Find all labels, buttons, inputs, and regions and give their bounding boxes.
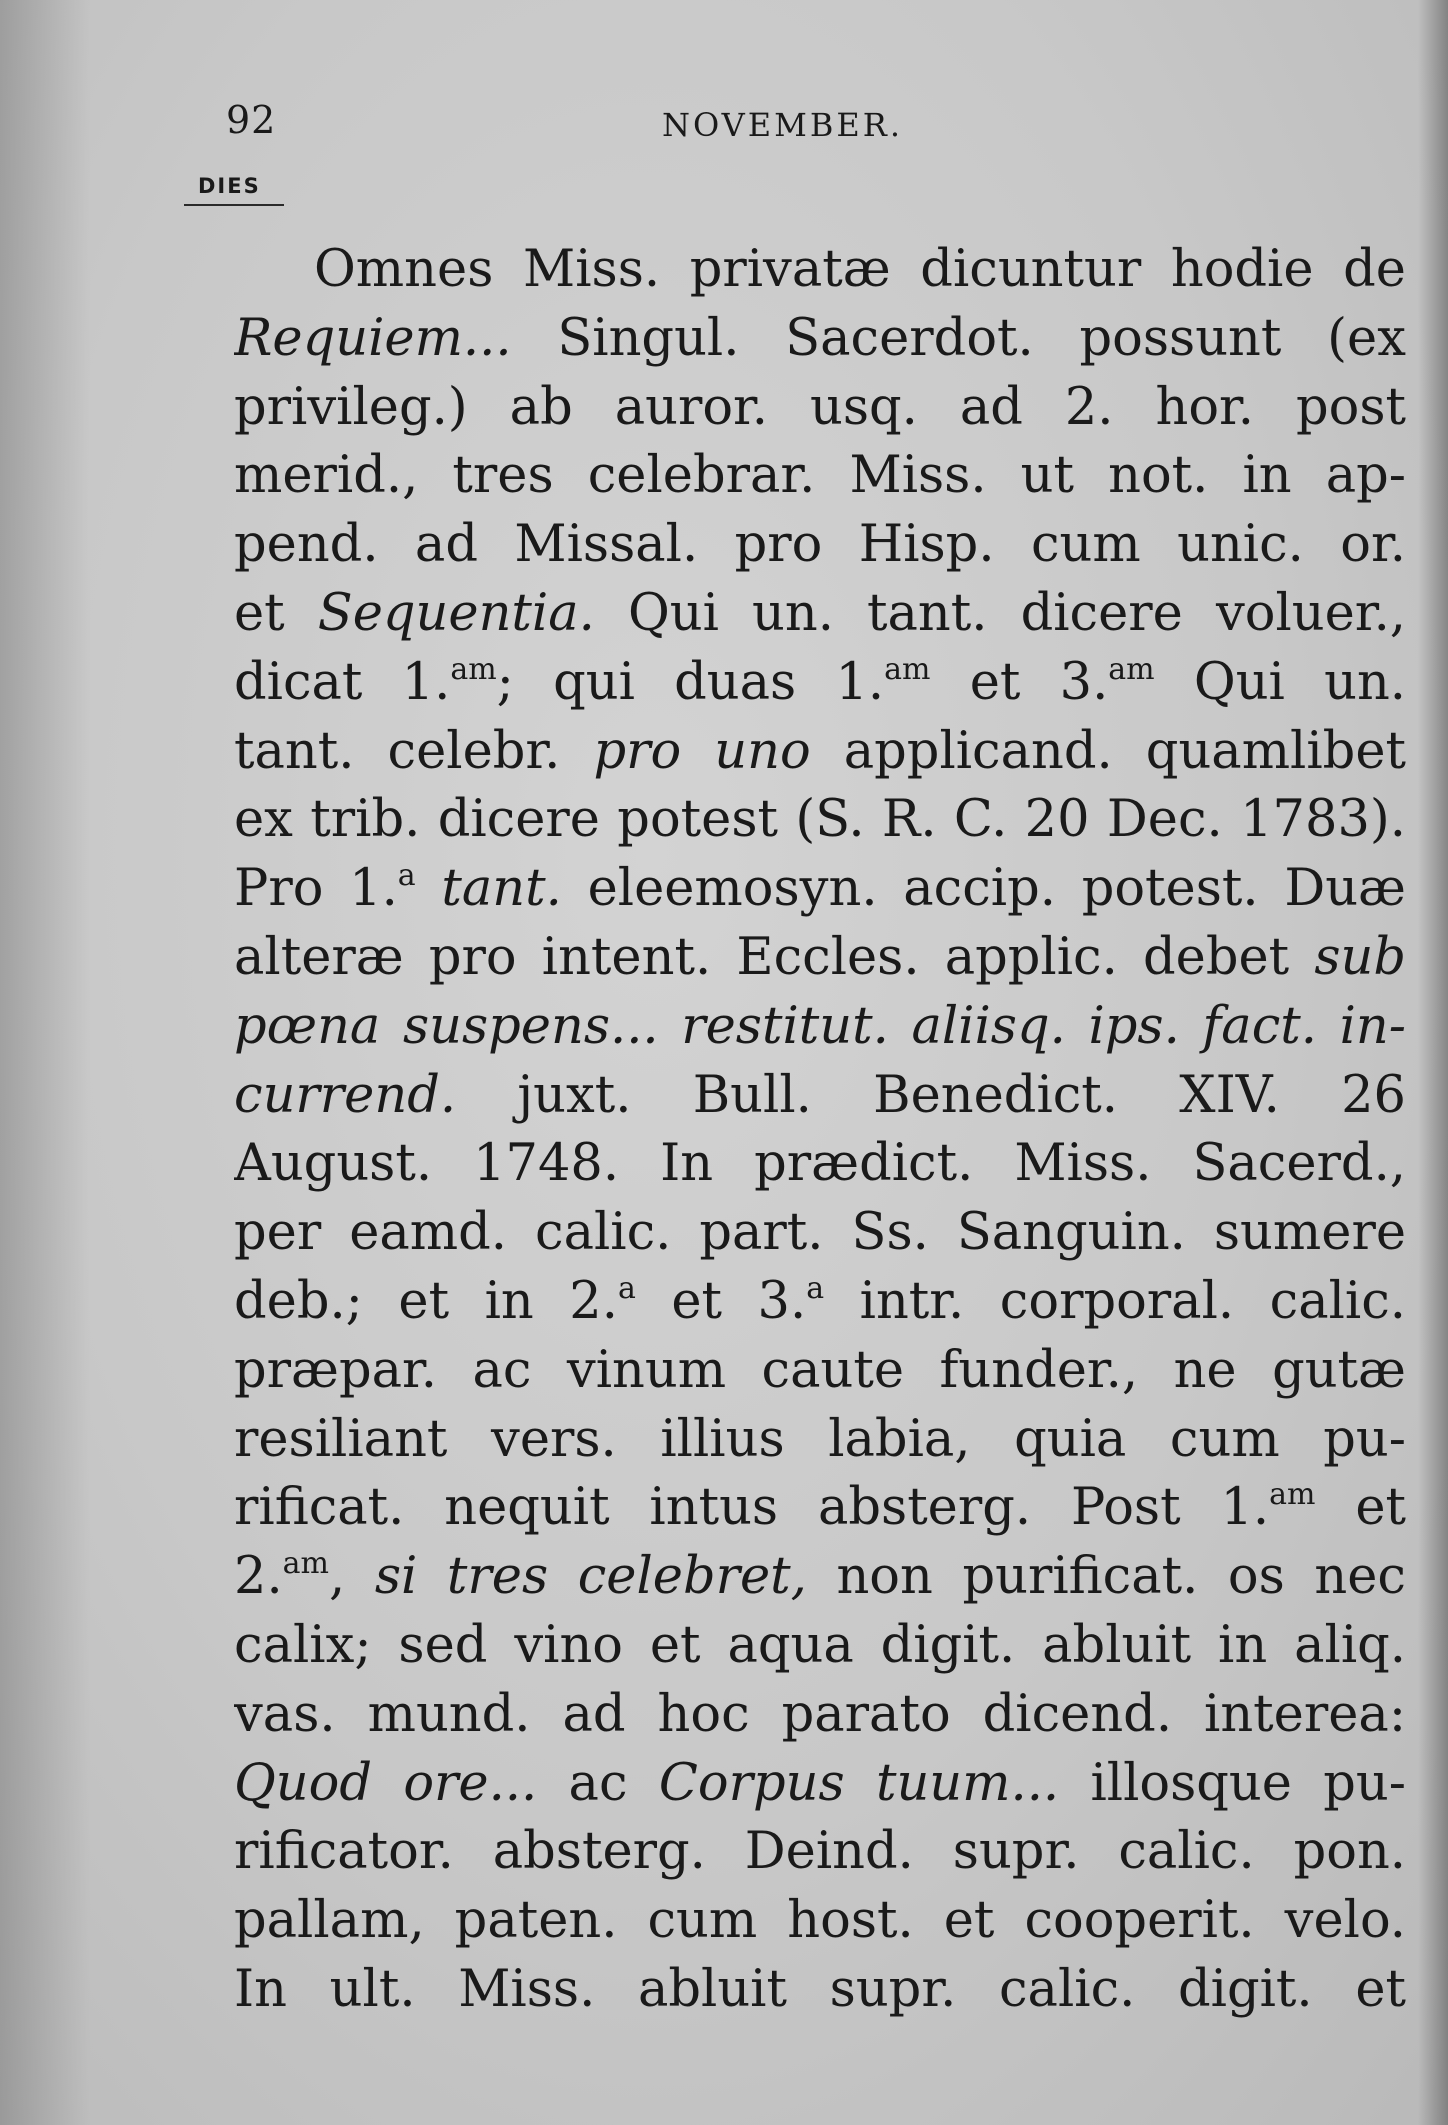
text-line [234,1681,1406,1750]
text-segment: vas. mund. ad hoc parato dicend. interea: [234,1684,1406,1744]
text-segment: Singul. Sacerdot. possunt (ex [511,308,1406,368]
superscript: am [1269,1477,1316,1513]
text-line [234,580,1406,649]
text-line [234,1406,1406,1475]
text-line [234,1199,1406,1268]
text-line [234,1268,1406,1337]
text-segment: ex trib. dicere potest (S. R. C. 20 Dec. 1783). [234,790,1406,850]
italic-text: Sequentia. [317,583,595,643]
text-segment: merid., tres celebrar. Miss. ut not. in ap- [234,446,1406,506]
superscript: am [1108,651,1155,687]
text-line [234,924,1406,993]
text-segment: non purificat. os nec [806,1547,1406,1607]
text-line [234,511,1406,580]
text-segment: ac [537,1753,659,1813]
text-segment: rificator. absterg. Deind. supr. calic. pon. [234,1822,1406,1882]
text-segment: illosque pu- [1059,1753,1406,1813]
text-segment: dicat 1. [234,652,451,712]
side-label: DIES [198,174,261,198]
text-line [234,1337,1406,1406]
italic-text: Quod ore... [234,1753,538,1813]
text-line [234,374,1406,443]
text-line [234,236,1406,305]
text-line [234,1956,1406,2025]
text-line [234,1887,1406,1956]
text-segment: et 3. [930,652,1109,712]
text-segment: intr. corporal. calic. [824,1271,1406,1331]
text-segment: et 3. [635,1271,807,1331]
text-segment: pend. ad Missal. pro Hisp. cum unic. or. [234,515,1406,575]
italic-text: Requiem... [234,308,512,368]
page-edge-shadow [1418,0,1448,2125]
italic-text: Corpus tuum... [658,1753,1060,1813]
superscript: am [884,651,931,687]
italic-text: si tres celebret, [374,1547,807,1607]
text-line [234,1062,1406,1131]
text-segment: per eamd. calic. part. Ss. Sanguin. sumere [234,1203,1406,1263]
page-number: 92 [226,98,277,142]
text-segment: In ult. Miss. abluit supr. calic. digit. et [234,1959,1406,2019]
text-line [234,855,1406,924]
superscript: am [282,1546,330,1582]
superscript: a [806,1270,825,1306]
text-segment: et [1315,1478,1406,1538]
text-segment: et [234,583,318,643]
italic-text: currend. [234,1065,457,1125]
italic-text: pro uno [593,721,811,781]
text-segment: Qui un. [1154,652,1406,712]
text-line [234,993,1406,1062]
italic-text: pœna suspens... restitut. aliisq. ips. fact. in- [234,996,1406,1056]
text-segment: Omnes Miss. privatæ dicuntur hodie de [314,240,1406,299]
superscript: a [397,858,416,894]
running-head: NOVEMBER. [662,106,904,144]
text-line [234,442,1406,511]
text-segment: privileg.) ab auror. usq. ad 2. hor. post [234,377,1406,437]
text-segment: 2. [234,1547,283,1607]
superscript: a [617,1270,636,1306]
text-segment: applicand. quamlibet [810,721,1406,781]
text-segment: tant. celebr. [234,721,594,781]
text-segment: ; qui duas 1. [496,652,885,712]
text-line [234,1130,1406,1199]
text-segment: , [329,1547,375,1607]
text-segment: pallam, paten. cum host. et cooperit. velo. [234,1891,1406,1951]
text-segment: resiliant vers. illius labia, quia cum pu- [234,1409,1406,1469]
text-segment: alteræ pro intent. Eccles. applic. debet [234,927,1315,987]
text-segment: præpar. ac vinum caute funder., ne gutæ [234,1340,1406,1400]
text-line [234,1474,1406,1543]
text-line [234,1818,1406,1887]
text-line [234,1543,1406,1612]
text-segment: juxt. Bull. Benedict. XIV. 26 [456,1065,1406,1125]
text-line [234,649,1406,718]
text-segment: calix; sed vino et aqua digit. abluit in aliq. [234,1615,1406,1675]
italic-text: sub [1314,927,1406,987]
page-gutter-shadow [0,0,90,2125]
text-line [234,1750,1406,1819]
text-line [234,1612,1406,1681]
text-line [234,305,1406,374]
superscript: am [450,651,497,687]
text-segment [416,859,442,918]
text-segment: eleemosyn. accip. potest. Duæ [561,859,1406,919]
text-segment: rificat. nequit intus absterg. Post 1. [234,1478,1270,1538]
text-segment: Qui un. tant. dicere voluer., [594,583,1406,643]
text-segment: Pro 1. [234,859,398,919]
text-line [234,718,1406,787]
side-label-rule [184,204,284,206]
text-segment: deb.; et in 2. [234,1271,618,1331]
text-segment: August. 1748. In prædict. Miss. Sacerd., [234,1134,1406,1194]
italic-text: tant. [441,859,562,919]
body-text [234,236,1406,2025]
text-line [234,786,1406,855]
